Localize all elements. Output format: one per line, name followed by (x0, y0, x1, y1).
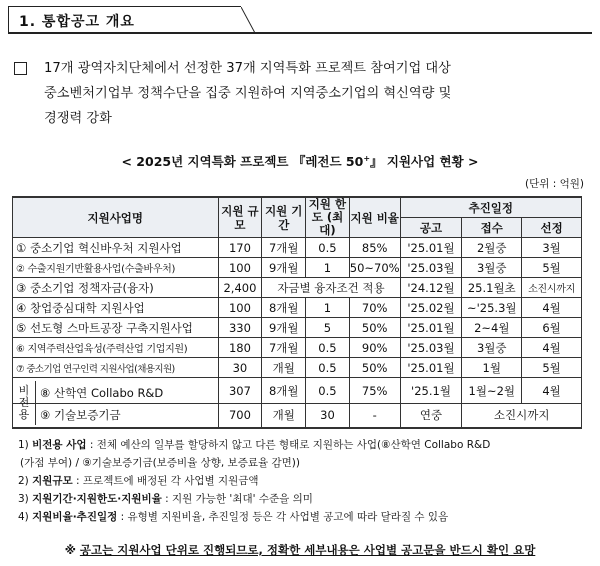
cell-scale: 330 (218, 318, 262, 338)
cell-accept-select: 소진시까지 (462, 404, 582, 428)
program-name: ⑥ 지역주력산업육성(주력산업 기업지원) (13, 338, 219, 358)
cell-limit: 0.5 (306, 358, 350, 378)
header-period: 지원 기간 (262, 197, 306, 238)
header-select: 선정 (522, 218, 582, 238)
program-name: ⑦ 중소기업 연구인력 지원사업(채용지원) (13, 358, 219, 378)
cell-scale: 307 (218, 378, 262, 404)
cell-merged-condition: 자금별 융자조건 적용 (262, 278, 400, 298)
intro-paragraph (22, 56, 582, 131)
checkbox-bullet-icon (14, 62, 27, 75)
cell-ratio: 50% (349, 318, 400, 338)
section-tab-corner (241, 7, 255, 33)
cell-scale: 30 (218, 358, 262, 378)
note-4: 4) 지원비율·추진일정 : 유형별 지원비율, 추진일정 등은 각 사업별 공고에 따라 달라질 수 있음 (18, 511, 449, 523)
cell-accept: 2~4월 (462, 318, 522, 338)
cell-scale: 100 (218, 258, 262, 278)
cell-select: 3월 (522, 238, 582, 258)
header-notice: 공고 (400, 218, 462, 238)
cell-scale: 2,400 (218, 278, 262, 298)
header-ratio: 지원 비율 (349, 197, 400, 238)
cell-ratio: 70% (349, 298, 400, 318)
note-1-cont: (가점 부여) / ⑨기술보증기금(보증비율 상향, 보증료율 감면)) (20, 457, 300, 469)
intro-line-2: 중소벤처기업부 정책수단을 집중 지원하여 지역중소기업의 혁신역량 및 (44, 86, 452, 101)
nonfund-label: 비 전 용 (13, 381, 36, 425)
note-3: 3) 지원기간·지원한도·지원비율 : 지원 가능한 '최대' 수준을 의미 (18, 493, 313, 505)
cell-select: 5월 (522, 358, 582, 378)
section-header (8, 6, 241, 33)
cell-limit: 0.5 (306, 338, 350, 358)
cell-ratio: 50~70% (349, 258, 400, 278)
cell-select: 6월 (522, 318, 582, 338)
footnotes (18, 436, 588, 526)
table-row (13, 278, 582, 298)
cell-notice: '25.03월 (400, 338, 462, 358)
note-2: 2) 지원규모 : 프로젝트에 배정된 각 사업별 지원금액 (18, 475, 259, 487)
note-2-label: 지원규모 (32, 475, 73, 487)
cell-limit: 0.5 (306, 378, 350, 404)
table-title-sup: + (363, 153, 371, 163)
cell-period: 7개월 (262, 338, 306, 358)
cell-select: 4월 (522, 298, 582, 318)
table-row (13, 338, 582, 358)
cell-ratio: 75% (349, 378, 400, 404)
cell-accept: 25.1월초 (462, 278, 522, 298)
cell-notice: 연중 (400, 404, 462, 428)
note-3-text: : 지원 가능한 '최대' 수준을 의미 (161, 493, 313, 505)
program-name: ⑨ 기술보증기금 (13, 404, 219, 428)
cell-period: 개월 (262, 358, 306, 378)
cell-accept: 3월중 (462, 258, 522, 278)
cell-notice: '25.1월 (400, 378, 462, 404)
program-name: ① 중소기업 혁신바우처 지원사업 (13, 238, 219, 258)
section-underline (8, 32, 592, 34)
cell-accept: 1월~2월 (462, 378, 522, 404)
note-2-text: : 프로젝트에 배정된 각 사업별 지원금액 (72, 475, 259, 487)
cell-scale: 700 (218, 404, 262, 428)
program-name: ⑤ 선도형 스마트공장 구축지원사업 (13, 318, 219, 338)
cell-scale: 180 (218, 338, 262, 358)
cell-select: 소진시까지 (522, 278, 582, 298)
program-name: ⑧ 산학연 Collabo R&D (40, 386, 164, 400)
cell-accept: 1월 (462, 358, 522, 378)
table-row (13, 298, 582, 318)
cell-limit: 0.5 (306, 238, 350, 258)
cell-ratio: - (349, 404, 400, 428)
cell-notice: '25.02월 (400, 298, 462, 318)
cell-ratio: 85% (349, 238, 400, 258)
program-name: ④ 창업중심대학 지원사업 (13, 298, 219, 318)
cell-notice: '25.01월 (400, 318, 462, 338)
header-name: 지원사업명 (13, 197, 219, 238)
cell-notice: '25.03월 (400, 258, 462, 278)
cell-period: 8개월 (262, 298, 306, 318)
cell-select: 5월 (522, 258, 582, 278)
cell-period: 8개월 (262, 378, 306, 404)
cell-period: 7개월 (262, 238, 306, 258)
header-accept: 접수 (462, 218, 522, 238)
cell-select: 4월 (522, 378, 582, 404)
table-row (13, 238, 582, 258)
table-row (13, 358, 582, 378)
cell-limit: 1 (306, 258, 350, 278)
header-schedule: 추진일정 (400, 197, 581, 218)
cell-notice: '24.12월 (400, 278, 462, 298)
warning-text: 공고는 지원사업 단위로 진행되므로, 정확한 세부내용은 사업별 공고문을 반드시 확인 요망 (79, 543, 536, 557)
table-title-pre: < 2025년 지역특화 프로젝트 『레전드 50 (121, 154, 364, 169)
table-row (13, 258, 582, 278)
cell-ratio: 50% (349, 358, 400, 378)
table-title-post: 』 지원사업 현황 > (370, 154, 479, 169)
program-name: ③ 중소기업 정책자금(융자) (13, 278, 219, 298)
warning-notice (0, 542, 600, 558)
table-row (13, 404, 582, 428)
cell-ratio: 90% (349, 338, 400, 358)
warning-mark: ※ (64, 543, 80, 557)
section-title: 1. 통합공고 개요 (19, 14, 135, 30)
cell-accept: 3월중 (462, 338, 522, 358)
cell-accept: 2월중 (462, 238, 522, 258)
cell-scale: 100 (218, 298, 262, 318)
table-title (0, 152, 600, 170)
header-limit: 지원 한도 (최대) (306, 197, 350, 238)
note-4-text: : 유형별 지원비율, 추진일정 등은 각 사업별 공고에 따라 달라질 수 있음 (117, 511, 449, 523)
intro-line-3: 경쟁력 강화 (44, 111, 112, 126)
intro-line-1: 17개 광역자치단체에서 선정한 37개 지역특화 프로젝트 참여기업 대상 (44, 61, 451, 76)
cell-notice: '25.01월 (400, 358, 462, 378)
unit-label: (단위 : 억원) (525, 178, 584, 190)
note-1-label: 비전용 사업 (32, 439, 87, 451)
cell-select: 4월 (522, 338, 582, 358)
cell-period: 9개월 (262, 258, 306, 278)
note-1: 1) 비전용 사업 : 전체 예산의 일부를 할당하지 않고 다른 형태로 지원하는 사업(⑧산학연 Collabo R&D (18, 439, 491, 451)
cell-limit: 1 (306, 298, 350, 318)
cell-scale: 170 (218, 238, 262, 258)
note-1-text: : 전체 예산의 일부를 할당하지 않고 다른 형태로 지원하는 사업(⑧산학연 Collabo R&D (86, 439, 491, 451)
header-scale: 지원 규모 (218, 197, 262, 238)
table-row (13, 378, 582, 404)
cell-limit: 30 (306, 404, 350, 428)
note-3-label: 지원기간·지원한도·지원비율 (32, 493, 162, 505)
cell-notice: '25.01월 (400, 238, 462, 258)
cell-accept: ~'25.3월 (462, 298, 522, 318)
cell-limit: 5 (306, 318, 350, 338)
cell-period: 개월 (262, 404, 306, 428)
program-name: ② 수출지원기반활용사업(수출바우처) (13, 258, 219, 278)
support-program-table (12, 196, 582, 429)
note-4-label: 지원비율·추진일정 (32, 511, 118, 523)
cell-period: 9개월 (262, 318, 306, 338)
table-row (13, 318, 582, 338)
